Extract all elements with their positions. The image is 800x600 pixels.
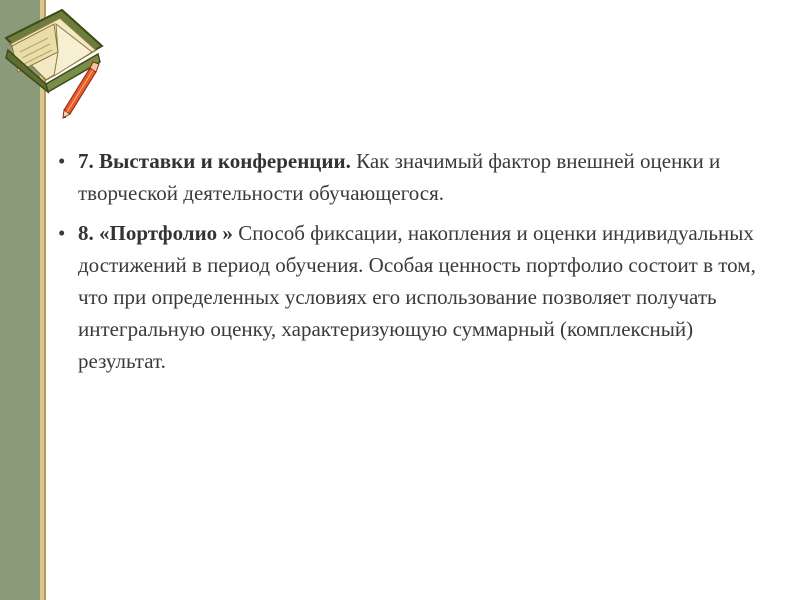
book-with-pencil-icon bbox=[0, 0, 112, 120]
bullet-text: Как значимый фактор внешней оценки и творческой деятельности обучающегося. bbox=[78, 149, 721, 205]
bullet-marker: • bbox=[58, 221, 66, 245]
bullet-item-exhibitions bbox=[58, 145, 778, 209]
bullet-lead: 8. «Портфолио » bbox=[78, 221, 233, 245]
bullet-text: Способ фиксации, накопления и оценки индивидуальных достижений в период обучения. Особая ценность портфолио состоит в том, что при определенных условиях его использование позволяет получать интегральную оценку, характеризующую суммарный (комплексный) результат. bbox=[78, 221, 756, 373]
bullet-lead: 7. Выставки и конференции. bbox=[78, 149, 351, 173]
slide-content bbox=[58, 145, 778, 385]
bullet-marker: • bbox=[58, 149, 66, 173]
bullet-item-portfolio bbox=[58, 217, 778, 377]
